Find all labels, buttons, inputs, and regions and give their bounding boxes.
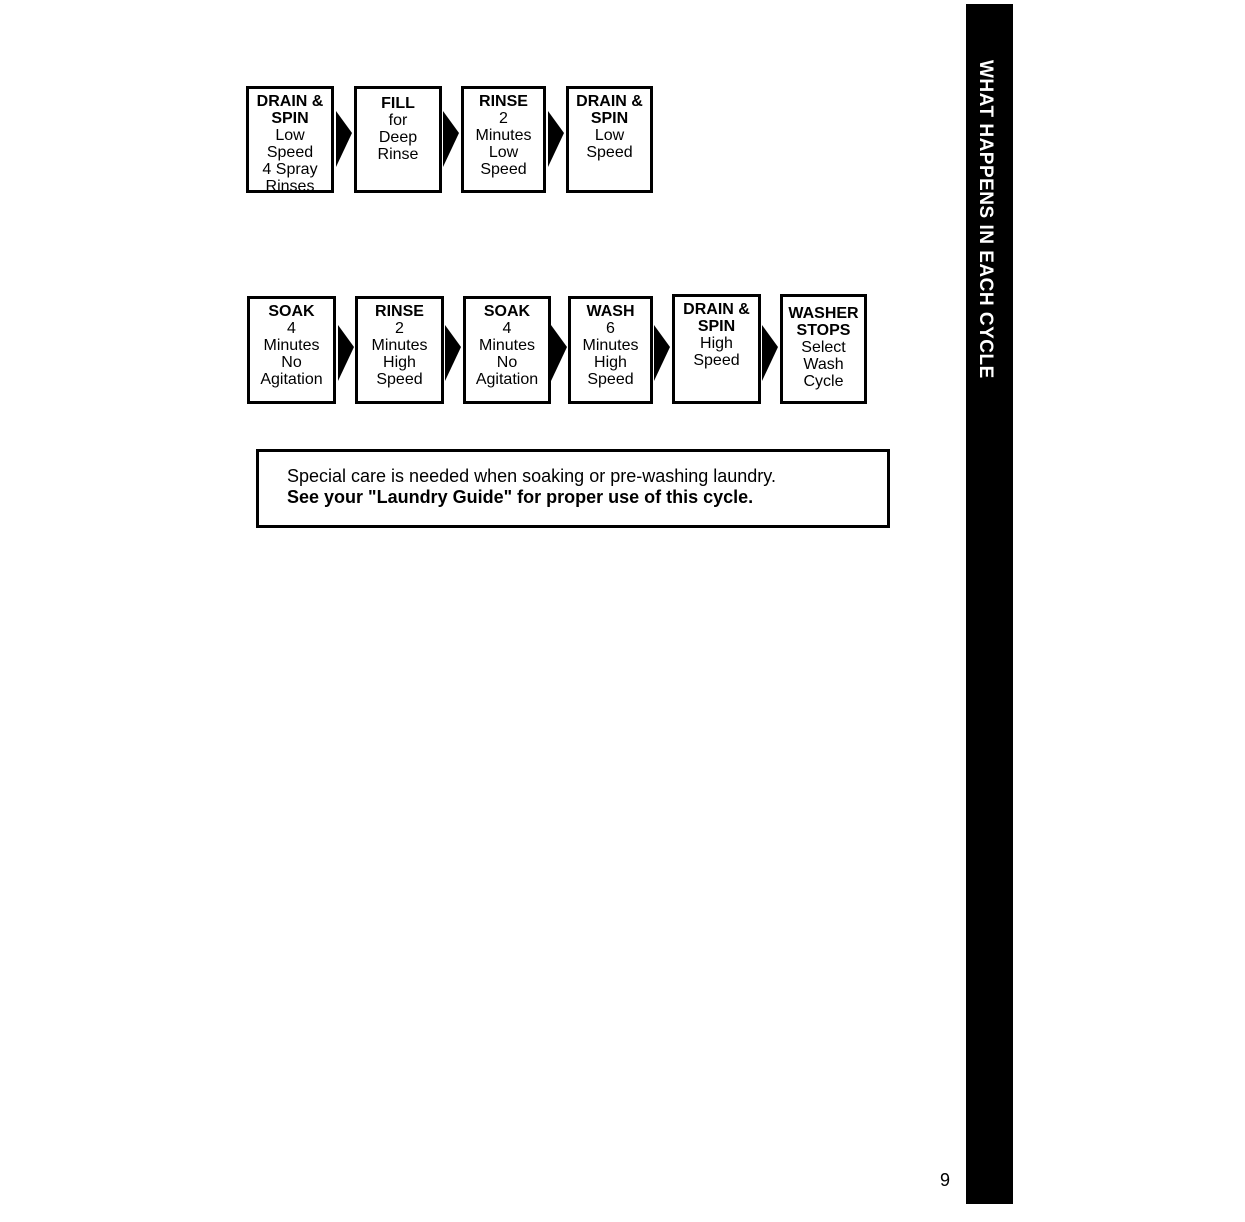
step-drain-spin-high <box>672 294 761 404</box>
step-line: RINSE <box>479 93 528 110</box>
step-line: 4 <box>287 320 296 337</box>
step-soak-2 <box>463 296 551 404</box>
note-line-1: Special care is needed when soaking or pre-washing laundry. <box>287 466 776 486</box>
arrow-right-icon <box>338 325 354 381</box>
step-line: 2 <box>395 320 404 337</box>
step-rinse-high-speed <box>355 296 444 404</box>
step-line: SPIN <box>271 110 309 127</box>
step-line: Agitation <box>475 371 539 388</box>
step-line: Agitation <box>260 371 323 388</box>
step-washer-stops <box>780 294 867 404</box>
step-line: Deep <box>378 129 418 146</box>
page-number: 9 <box>940 1170 951 1190</box>
step-line: SOAK <box>268 303 315 320</box>
step-line: High <box>383 354 416 371</box>
step-line: 4 <box>502 320 512 337</box>
step-line: STOPS <box>796 322 851 339</box>
step-wash <box>568 296 653 404</box>
step-line: No <box>281 354 302 371</box>
step-line: Low <box>594 127 625 144</box>
step-soak-1 <box>247 296 336 404</box>
arrow-right-icon <box>336 111 352 167</box>
step-rinse-low-speed <box>461 86 546 193</box>
arrow-right-icon <box>551 325 567 381</box>
arrow-right-icon <box>443 111 459 167</box>
step-line: Rinses <box>265 178 315 193</box>
step-line: Low <box>488 144 519 161</box>
step-line: WASHER <box>788 305 859 322</box>
step-line: Cycle <box>803 373 844 390</box>
step-line: Minutes <box>478 337 536 354</box>
step-line: Speed <box>693 352 740 369</box>
step-line: Speed <box>266 144 314 161</box>
step-line: DRAIN & <box>576 93 643 110</box>
special-care-note <box>256 449 890 528</box>
step-line: SPIN <box>590 110 629 127</box>
step-line: 6 <box>606 320 615 337</box>
step-line: High <box>594 354 627 371</box>
step-line: for <box>388 112 408 129</box>
step-line: 2 <box>499 110 508 127</box>
step-line: Minutes <box>475 127 532 144</box>
section-side-tab <box>966 4 1013 1204</box>
step-line: Minutes <box>263 337 320 354</box>
step-line: Rinse <box>377 146 419 163</box>
step-fill-deep-rinse <box>354 86 442 193</box>
step-line: Low <box>275 127 305 144</box>
step-drain-spin-low <box>566 86 653 193</box>
arrow-right-icon <box>445 325 461 381</box>
step-line: Wash <box>803 356 844 373</box>
step-line: Speed <box>586 144 633 161</box>
step-line: DRAIN & <box>256 93 324 110</box>
step-line: RINSE <box>375 303 424 320</box>
step-line: Minutes <box>582 337 639 354</box>
arrow-right-icon <box>654 325 670 381</box>
arrow-right-icon <box>762 325 778 381</box>
step-line: DRAIN & <box>683 301 750 318</box>
step-drain-spin-low-spray <box>246 86 334 193</box>
step-line: FILL <box>381 95 415 112</box>
step-line: SPIN <box>697 318 736 335</box>
arrow-right-icon <box>548 111 564 167</box>
step-line: Speed <box>587 371 634 388</box>
step-line: No <box>496 354 518 371</box>
step-line: WASH <box>586 303 635 320</box>
step-line: Speed <box>376 371 423 388</box>
step-line: High <box>700 335 733 352</box>
section-tab-title: WHAT HAPPENS IN EACH CYCLE <box>975 60 996 379</box>
step-line: Minutes <box>371 337 428 354</box>
step-line: 4 Spray <box>262 161 318 178</box>
step-line: Speed <box>480 161 527 178</box>
step-line: Select <box>801 339 846 356</box>
step-line: SOAK <box>483 303 531 320</box>
note-line-2: See your "Laundry Guide" for proper use of this cycle. <box>287 487 754 507</box>
